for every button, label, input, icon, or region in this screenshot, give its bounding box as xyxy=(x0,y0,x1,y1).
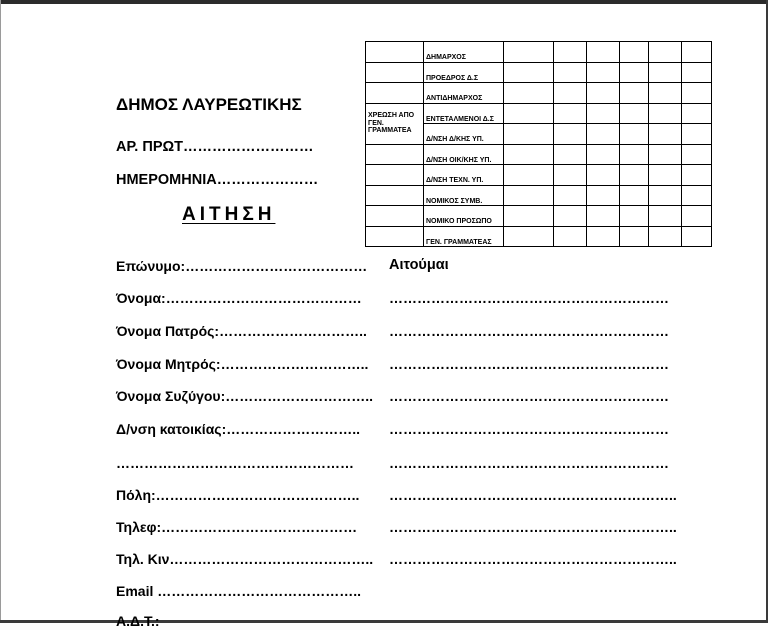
mobile-phone-field[interactable]: Τηλ. Κιν…………………………………….. xyxy=(116,551,374,567)
municipality-title: ΔΗΜΟΣ ΛΑΥΡΕΩΤΙΚΗΣ xyxy=(116,95,302,114)
routing-row-label: ΠΡΟΕΔΡΟΣ Δ.Σ xyxy=(424,62,504,83)
table-row xyxy=(366,144,712,165)
request-line[interactable]: …………………………………………………… xyxy=(389,421,669,437)
city-field[interactable]: Πόλη:…………………………………….. xyxy=(116,487,360,503)
spouse-name-field[interactable]: Όνομα Συζύγου:………………………….. xyxy=(116,388,374,404)
table-row xyxy=(366,226,712,247)
table-row xyxy=(366,42,712,63)
table-row xyxy=(366,62,712,83)
email-field[interactable]: Email …………………………………….. xyxy=(116,583,362,599)
window-top-bar xyxy=(0,0,768,4)
request-line[interactable]: …………………………………………………… xyxy=(389,323,669,339)
routing-row-label: ΑΝΤΙΔΗΜΑΡΧΟΣ xyxy=(424,83,504,104)
protocol-number-field: ΑΡ. ΠΡΩΤ……………………… xyxy=(116,139,314,155)
mother-name-field[interactable]: Όνομα Μητρός:………………………….. xyxy=(116,356,369,372)
request-line[interactable]: …………………………………………………… xyxy=(389,290,669,306)
first-name-field[interactable]: Όνομα:…………………………………… xyxy=(116,290,362,306)
request-line[interactable]: …………………………………………………….. xyxy=(389,519,677,535)
request-line[interactable]: …………………………………………………… xyxy=(389,388,669,404)
routing-row-label: ΓΕΝ. ΓΡΑΜΜΑΤΕΑΣ xyxy=(424,226,504,247)
father-name-field[interactable]: Όνομα Πατρός:………………………….. xyxy=(116,323,367,339)
address-field[interactable]: Δ/νση κατοικίας:……………………….. xyxy=(116,421,361,437)
routing-row-label: Δ/ΝΣΗ Δ/ΚΗΣ ΥΠ. xyxy=(424,124,504,145)
routing-row-label: ΝΟΜΙΚΟ ΠΡΟΣΩΠΟ xyxy=(424,206,504,227)
table-row xyxy=(366,165,712,186)
routing-row-label: ΕΝΤΕΤΑΛΜΕΝΟΙ Δ.Σ xyxy=(424,103,504,124)
document-title: ΑΙΤΗΣΗ xyxy=(182,204,276,225)
table-row xyxy=(366,83,712,104)
routing-row-label: Δ/ΝΣΗ ΤΕΧΝ. ΥΠ. xyxy=(424,165,504,186)
request-line[interactable]: …………………………………………………… xyxy=(389,356,669,372)
date-field: ΗΜΕΡΟΜΗΝΙΑ………………… xyxy=(116,172,319,188)
routing-row-label: Δ/ΝΣΗ ΟΙΚ/ΚΗΣ ΥΠ. xyxy=(424,144,504,165)
request-line[interactable]: …………………………………………………….. xyxy=(389,551,677,567)
request-label: Αιτούμαι xyxy=(389,257,449,273)
routing-row-label: ΔΗΜΑΡΧΟΣ xyxy=(424,42,504,63)
routing-row-label: ΝΟΜΙΚΟΣ ΣΥΜΒ. xyxy=(424,185,504,206)
table-row xyxy=(366,206,712,227)
id-number-field[interactable]: Α.Δ.Τ.: xyxy=(116,613,160,629)
routing-table xyxy=(365,41,712,247)
table-row xyxy=(366,103,712,124)
surname-field[interactable]: Επώνυμο:………………………………… xyxy=(116,258,368,274)
routing-group-label: ΧΡΕΩΣΗ ΑΠΟ ΓΕΝ. ΓΡΑΜΜΑΤΕΑ xyxy=(366,103,424,144)
address-line-2-field[interactable]: …………………………………………… xyxy=(116,455,354,471)
request-line[interactable]: …………………………………………………… xyxy=(389,455,669,471)
phone-field[interactable]: Τηλεφ:…………………………………… xyxy=(116,519,358,535)
request-line[interactable]: …………………………………………………….. xyxy=(389,487,677,503)
page-left-edge xyxy=(0,0,1,623)
table-row xyxy=(366,185,712,206)
